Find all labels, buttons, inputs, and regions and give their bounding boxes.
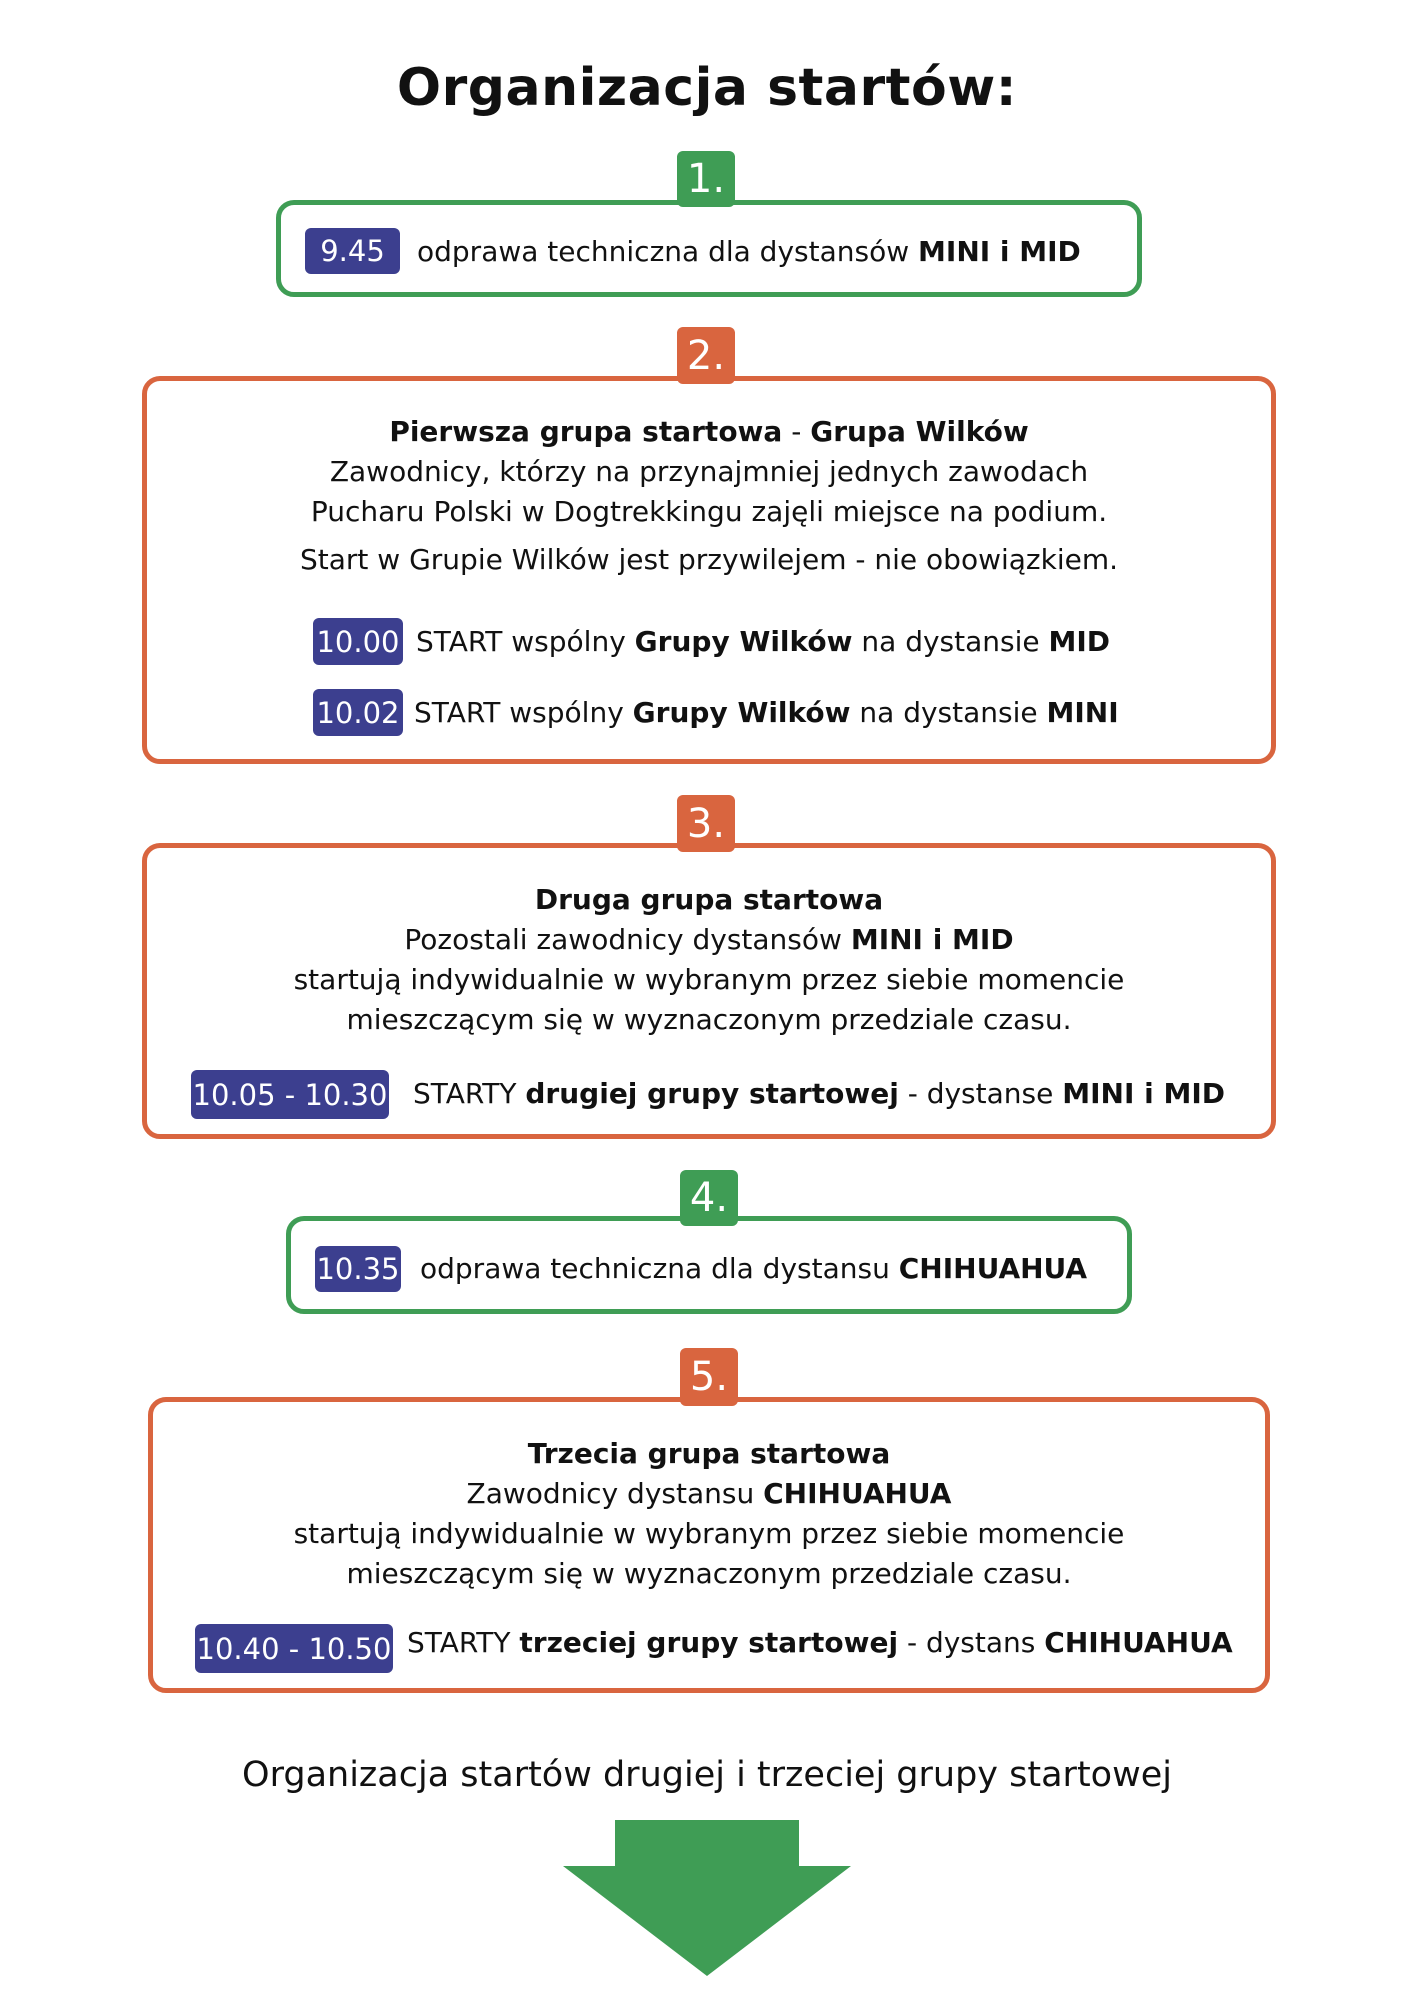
section-3-row: STARTY drugiej grupy startowej - dystanse MINI i MID xyxy=(413,1077,1225,1110)
arrow-down-icon xyxy=(563,1820,851,1976)
section-1-box xyxy=(276,200,1142,297)
section-2-row-1: START wspólny Grupy Wilków na dystansie MID xyxy=(416,625,1111,658)
time-badge: 10.05 - 10.30 xyxy=(191,1070,389,1119)
section-2-line-3: Start w Grupie Wilków jest przywilejem - nie obowiązkiem. xyxy=(299,543,1119,576)
page-title: Organizacja startów: xyxy=(396,58,1018,118)
section-5-line-1: Zawodnicy dystansu CHIHUAHUA xyxy=(466,1477,952,1510)
step-number-4: 4. xyxy=(680,1170,738,1226)
time-badge: 10.02 xyxy=(313,689,403,736)
step-number-1: 1. xyxy=(677,151,735,207)
section-4-box xyxy=(286,1216,1132,1314)
step-number-3: 3. xyxy=(677,795,735,852)
section-3-line-3: mieszczącym się w wyznaczonym przedziale czasu. xyxy=(346,1003,1072,1036)
section-2-line-2: Pucharu Polski w Dogtrekkingu zajęli miejsce na podium. xyxy=(310,495,1108,528)
time-badge: 9.45 xyxy=(305,228,400,274)
section-3-box xyxy=(142,843,1276,1139)
section-3-line-2: startują indywidualnie w wybranym przez siebie momencie xyxy=(293,963,1125,996)
step-number-2: 2. xyxy=(677,327,735,384)
time-badge: 10.35 xyxy=(315,1246,401,1292)
section-5-box xyxy=(148,1397,1270,1693)
section-2-line-1: Zawodnicy, którzy na przynajmniej jednych zawodach xyxy=(329,455,1089,488)
step-number-5: 5. xyxy=(680,1348,738,1406)
section-1-text: odprawa techniczna dla dystansów MINI i MID xyxy=(417,235,1081,268)
section-3-heading: Druga grupa startowa xyxy=(534,883,884,916)
section-5-heading: Trzecia grupa startowa xyxy=(527,1437,891,1470)
footer-caption: Organizacja startów drugiej i trzeciej grupy startowej xyxy=(242,1755,1172,1795)
section-5-row: STARTY trzeciej grupy startowej - dystans CHIHUAHUA xyxy=(407,1626,1233,1659)
time-badge: 10.00 xyxy=(313,618,403,665)
time-badge: 10.40 - 10.50 xyxy=(195,1624,393,1673)
section-5-line-3: mieszczącym się w wyznaczonym przedziale czasu. xyxy=(346,1557,1072,1590)
section-4-text: odprawa techniczna dla dystansu CHIHUAHUA xyxy=(420,1252,1088,1285)
section-5-line-2: startują indywidualnie w wybranym przez siebie momencie xyxy=(293,1517,1125,1550)
section-2-box xyxy=(142,376,1276,764)
section-2-heading: Pierwsza grupa startowa - Grupa Wilków xyxy=(389,415,1029,448)
section-2-row-2: START wspólny Grupy Wilków na dystansie MINI xyxy=(414,696,1119,729)
section-3-line-1: Pozostali zawodnicy dystansów MINI i MID xyxy=(404,923,1014,956)
